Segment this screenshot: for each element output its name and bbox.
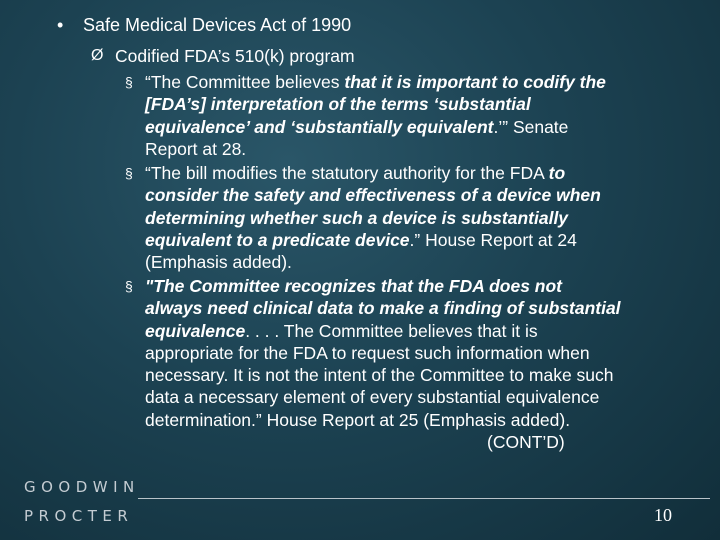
plain-text: .” House Report at 24: [409, 229, 577, 250]
emphasized-text: equivalence: [145, 320, 246, 341]
quote-line: [145, 320, 695, 342]
main-bullet-text: Safe Medical Devices Act of 1990: [83, 15, 352, 35]
square-bullet-icon: §: [125, 278, 133, 294]
quote-line: [145, 251, 695, 273]
emphasized-text: to: [548, 163, 566, 183]
square-bullet-icon: §: [125, 165, 133, 181]
plain-text: necessary. It is not the intent of the Committee to make such: [145, 365, 614, 386]
emphasized-text: determining whether such a device is substantially: [145, 207, 569, 228]
emphasized-text: that it is important to codify the: [344, 72, 606, 92]
footer-divider: [138, 498, 710, 499]
square-bullet-icon: §: [125, 74, 133, 90]
quote-line: [145, 184, 695, 206]
quote-line: [145, 229, 695, 251]
plain-text: (Emphasis added).: [145, 252, 292, 273]
logo-goodwin: GOODWIN: [24, 478, 140, 496]
plain-text: . . . . The Committee believes that it is: [245, 320, 538, 341]
plain-text: appropriate for the FDA to request such information when: [145, 342, 590, 363]
quote-line: [145, 342, 695, 364]
quote-text: [145, 162, 695, 273]
quote-line: [145, 207, 695, 229]
logo-procter: PROCTER: [24, 507, 134, 525]
quote-line: [145, 71, 695, 93]
quote-line: [145, 275, 695, 297]
sub-bullet-text: Codified FDA’s 510(k) program: [115, 46, 355, 66]
quote-line: [145, 162, 695, 184]
plain-text: Report at 28.: [145, 138, 247, 159]
emphasized-text: [FDA’s] interpretation of the terms ‘substantial: [145, 94, 531, 115]
quote-line: [145, 364, 695, 386]
page-number: 10: [654, 505, 672, 525]
quote-line: [145, 138, 695, 160]
plain-text: data a necessary element of every substantial equivalence: [145, 387, 600, 408]
plain-text: .’” Senate: [493, 116, 569, 137]
arrow-bullet-icon: Ø: [91, 47, 104, 64]
quote-line: [145, 116, 695, 138]
quote-line: [145, 386, 695, 408]
quote-text: [145, 275, 695, 431]
emphasized-text: "The Committee recognizes that the FDA does not: [145, 276, 562, 296]
plain-text: determination.” House Report at 25 (Emphasis added).: [145, 409, 571, 430]
quote-text: [145, 71, 695, 160]
continued-label: (CONT’D): [487, 432, 565, 452]
quote-line: [145, 93, 695, 115]
emphasized-text: equivalence’ and ‘substantially equivalent: [145, 116, 494, 137]
emphasized-text: equivalent to a predicate device: [145, 229, 410, 250]
quote-line: [145, 409, 695, 431]
emphasized-text: consider the safety and effectiveness of a device when: [145, 185, 601, 206]
emphasized-text: always need clinical data to make a finding of substantial: [145, 298, 621, 319]
plain-text: “The Committee believes: [145, 72, 345, 92]
plain-text: “The bill modifies the statutory authority for the FDA: [145, 163, 549, 183]
quote-line: [145, 297, 695, 319]
bullet-dot-icon: •: [57, 15, 64, 35]
